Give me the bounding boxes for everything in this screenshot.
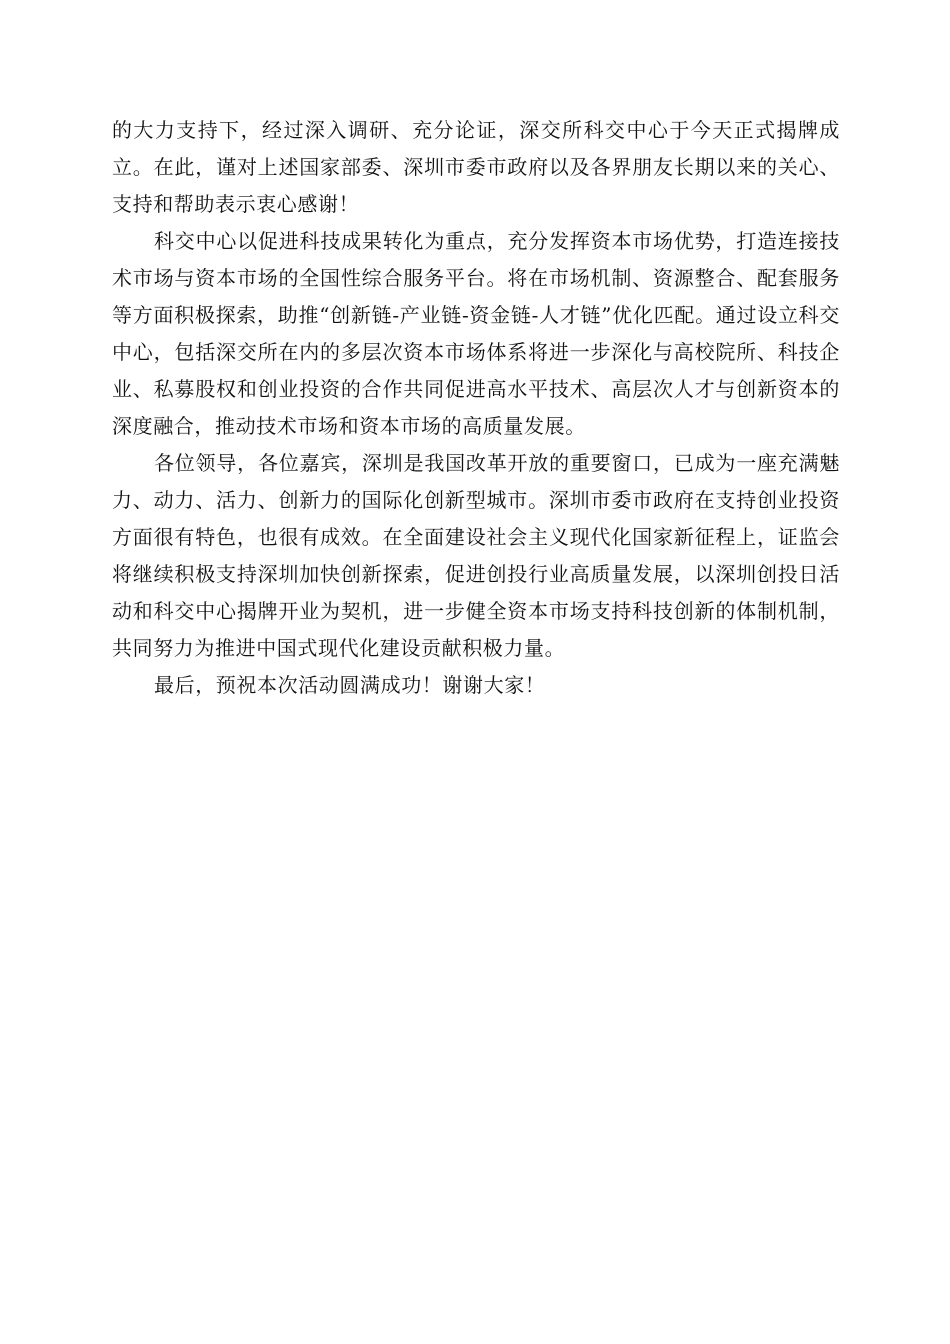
document-body <box>112 112 840 704</box>
paragraph-shenzhen: 各位领导，各位嘉宾，深圳是我国改革开放的重要窗口，已成为一座充满魅力、动力、活力、创新力的国际化创新型城市。深圳市委市政府在支持创业投资方面很有特色，也很有成效。在全面建设社会主义现代化国家新征程上，证监会将继续积极支持深圳加快创新探索，促进创投行业高质量发展，以深圳创投日活动和科交中心揭牌开业为契机，进一步健全资本市场支持科技创新的体制机制，共同努力为推进中国式现代化建设贡献积极力量。 <box>112 451 840 660</box>
paragraph-sci-tech-center: 科交中心以促进科技成果转化为重点，充分发挥资本市场优势，打造连接技术市场与资本市场的全国性综合服务平台。将在市场机制、资源整合、配套服务等方面积极探索，助推“创新链-产业链-资金链-人才链”优化匹配。通过设立科交中心，包括深交所在内的多层次资本市场体系将进一步深化与高校院所、科技企业、私募股权和创业投资的合作共同促进高水平技术、高层次人才与创新资本的深度融合，推动技术市场和资本市场的高质量发展。 <box>112 229 840 438</box>
paragraph-continuation: 的大力支持下，经过深入调研、充分论证，深交所科交中心于今天正式揭牌成立。在此，谨对上述国家部委、深圳市委市政府以及各界朋友长期以来的关心、支持和帮助表示衷心感谢！ <box>112 118 840 216</box>
paragraph-closing: 最后，预祝本次活动圆满成功！谢谢大家！ <box>154 673 546 697</box>
